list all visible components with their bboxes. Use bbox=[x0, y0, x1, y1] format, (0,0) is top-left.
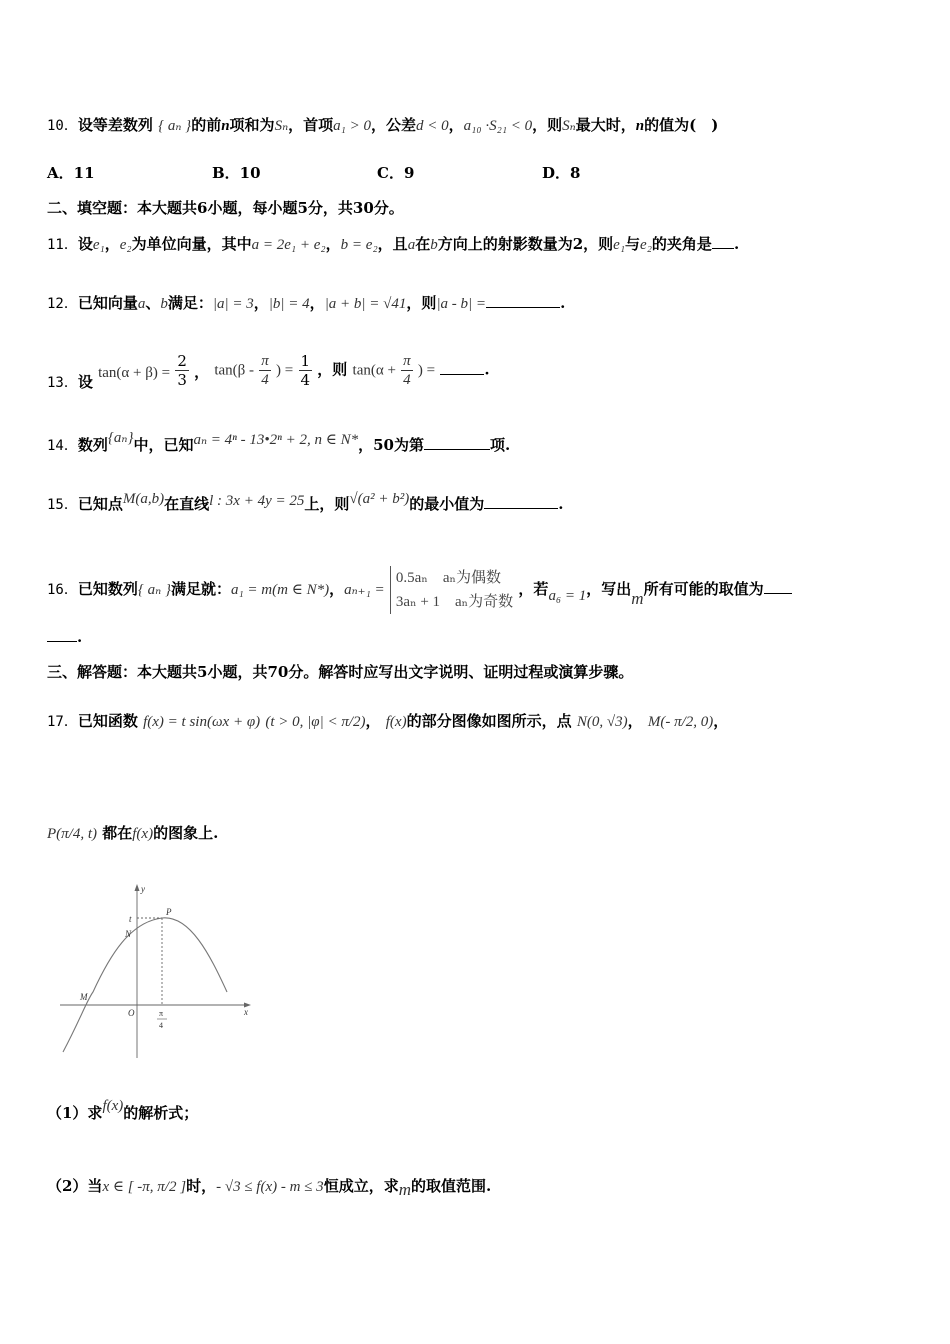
q11-answer-blank[interactable] bbox=[712, 236, 734, 249]
q15-answer-blank[interactable] bbox=[484, 496, 558, 509]
q17-line: 17．已知函数 f(x) = t sin(ωx + φ) (t > 0, |φ| < π/2)， f(x)的部分图像如图所示，点 N(0, √3)， M(- π/2, 0)， bbox=[47, 712, 729, 730]
q12-answer-blank[interactable] bbox=[486, 295, 560, 308]
q10-option-b[interactable]: B．10 bbox=[212, 164, 261, 182]
q10-option-c[interactable]: C．9 bbox=[377, 164, 415, 182]
q10-option-d[interactable]: D．8 bbox=[542, 164, 581, 182]
p-label: P bbox=[166, 907, 172, 917]
section-2-heading: 二、填空题：本大题共6小题，每小题5分，共30分。 bbox=[47, 199, 404, 217]
n-label: N bbox=[125, 929, 132, 939]
pi-label: π bbox=[159, 1009, 164, 1018]
q17-line-2: P(π/4, t) 都在f(x)的图象上. bbox=[47, 824, 219, 842]
part-1-line: （1）求f(x)的解析式； bbox=[47, 1098, 199, 1122]
part-2-line: （2）当x ∈ [ -π, π/2 ]时，- √3 ≤ f(x) - m ≤ 3恒成立，求m的取值范围. bbox=[47, 1177, 492, 1199]
q15-line: 15．已知点M(a,b)在直线l : 3x + 4y = 25上，则√(a² + b²)的最小值为 . bbox=[47, 491, 564, 513]
sine-curve bbox=[63, 918, 227, 1052]
q16-line: 16．已知数列{ aₙ }满足就：a₁ = m(m ∈ N*)，aₙ₊₁ = 0.5aₙ aₙ为偶数 3aₙ + 1 aₙ为奇数 ，若a₆ = 1，写出m所有可能的取值为 bbox=[47, 566, 792, 614]
q10-seq: { aₙ } bbox=[158, 118, 192, 134]
x-axis-label: x bbox=[244, 1007, 248, 1017]
t-label: t bbox=[129, 914, 132, 924]
y-axis-label: y bbox=[141, 884, 145, 894]
q10-line: 10．设等差数列 { aₙ }的前n项和为Sₙ，首项a₁ > 0，公差d < 0，a₁₀ ·S₂₁ < 0，则Sₙ最大时，n的值为( ) bbox=[47, 116, 719, 134]
q16-answer-blank-2[interactable] bbox=[47, 629, 77, 642]
q10-option-a[interactable]: A．11 bbox=[47, 164, 95, 182]
q16-answer-blank-1[interactable] bbox=[764, 581, 792, 594]
q16-line-2: . bbox=[47, 628, 82, 646]
q14-line: 14．数列{aₙ}中，已知aₙ = 4ⁿ - 13•2ⁿ + 2, n ∈ N*，50为第 项. bbox=[47, 430, 511, 454]
function-graph bbox=[55, 880, 255, 1060]
q14-answer-blank[interactable] bbox=[424, 437, 490, 450]
y-axis-arrow bbox=[135, 884, 140, 891]
m-label: M bbox=[80, 992, 88, 1002]
four-label: 4 bbox=[159, 1021, 163, 1030]
section-3-heading: 三、解答题：本大题共5小题，共70分。解答时应写出文字说明、证明过程或演算步骤。 bbox=[47, 663, 634, 681]
origin-label: O bbox=[128, 1008, 135, 1018]
q12-line: 12．已知向量a、b满足：|a| = 3，|b| = 4，|a + b| = √41，则|a - b| = . bbox=[47, 294, 566, 312]
q11-line: 11．设e₁，e₂为单位向量，其中a = 2e₁ + e₂，b = e₂，且a在b方向上的射影数量为2，则e₁与e₂的夹角是 . bbox=[47, 235, 740, 253]
q13-line: 13．设 tan(α + β) = $\frac{2}{3}$ ， tan(β - $\frac{\pi}{4}$ ) = $\frac{1}{4}$ ，则 tan(α + $\frac{\pi}{4}$ ) = . bbox=[47, 352, 490, 391]
q13-answer-blank[interactable] bbox=[440, 362, 484, 375]
q10-number: 10． bbox=[47, 118, 78, 134]
